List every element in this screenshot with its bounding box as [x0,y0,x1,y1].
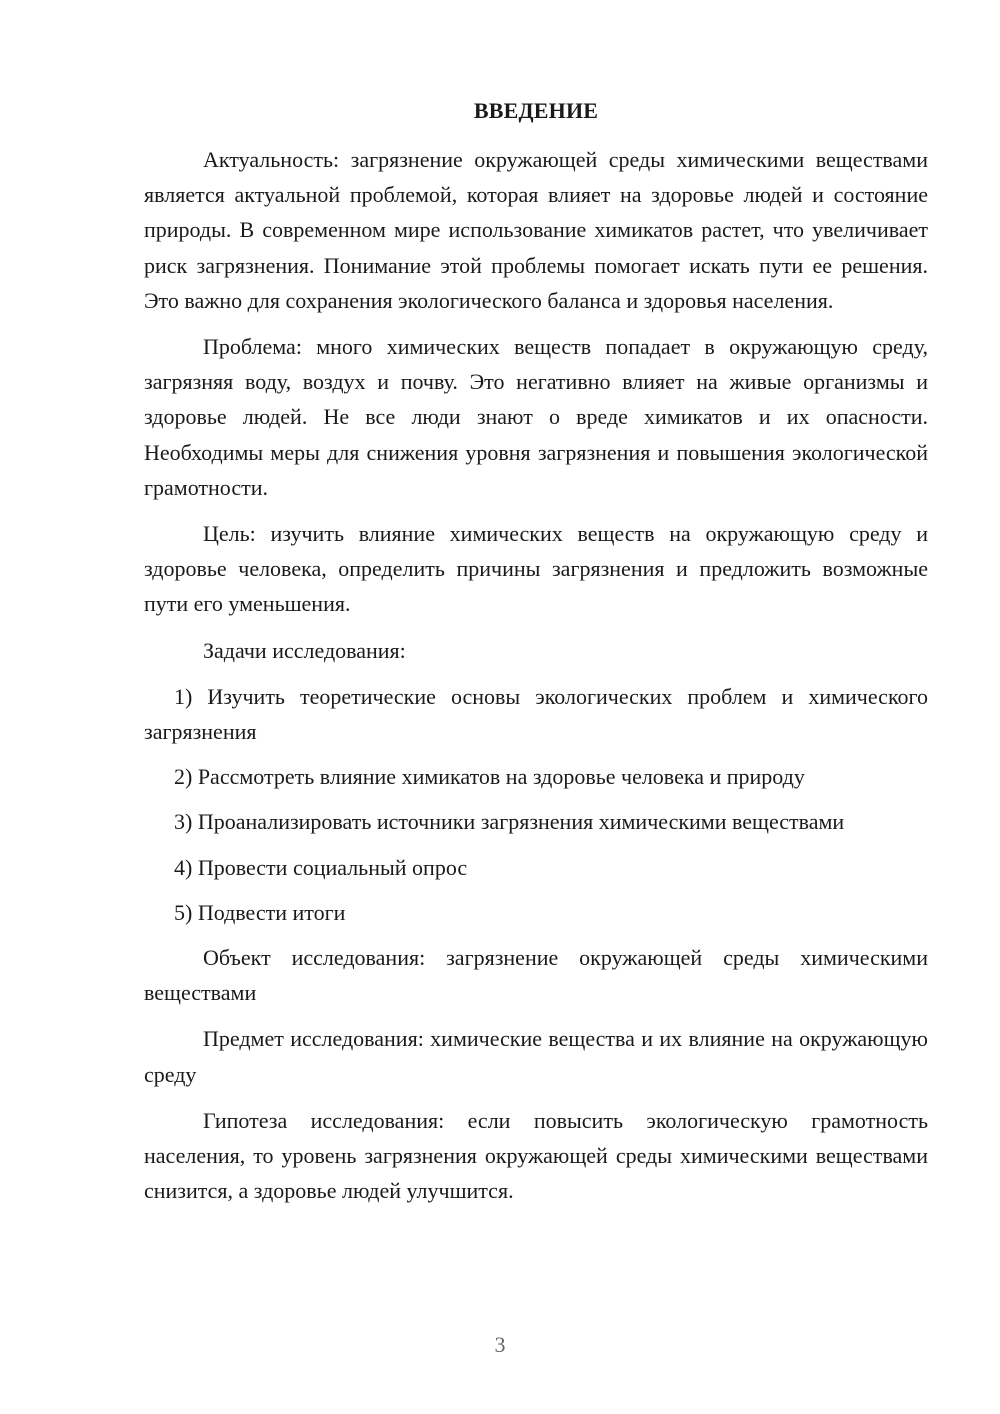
task-item-5: 5) Подвести итоги [174,899,346,925]
goal-paragraph: Цель: изучить влияние химических веществ на окружающую среду и здоровье человека, определить причины загрязнения и предложить возможные пути его уменьшения. [144,521,928,617]
document-page [144,0,928,1414]
page-number: 3 [494,1332,506,1357]
task-item-1: 1) Изучить теоретические основы экологических проблем и химического загрязнения [144,683,928,745]
task-item-2: 2) Рассмотреть влияние химикатов на здоровье человека и природу [174,764,805,790]
tasks-heading: Задачи исследования: [203,637,406,663]
relevance-paragraph: Актуальность: загрязнение окружающей среды химическими веществами является актуальной проблемой, которая влияет на здоровье людей и состояние природы. В современном мире использование химикатов растет, что увеличивает риск загрязнения. Понимание этой проблемы помогает искать пути ее решения. Это важно для сохранения экологического баланса и здоровья населения. [144,147,928,313]
subject-paragraph: Предмет исследования: химические вещества и их влияние на окружающую среду [144,1026,928,1087]
problem-paragraph: Проблема: много химических веществ попадает в окружающую среду, загрязняя воду, воздух и почву. Это негативно влияет на живые организмы и здоровье людей. Не все люди знают о вреде химикатов и их опасности. Необходимы меры для снижения уровня загрязнения и повышения экологической грамотности. [144,334,928,500]
object-paragraph: Объект исследования: загрязнение окружающей среды химическими веществами [144,945,928,1006]
hypothesis-paragraph: Гипотеза исследования: если повысить экологическую грамотность населения, то уровень загрязнения окружающей среды химическими веществами снизится, а здоровье людей улучшится. [144,1107,928,1204]
page-title: ВВЕДЕНИЕ [473,98,599,123]
task-item-4: 4) Провести социальный опрос [174,854,468,880]
document-body [144,142,928,1219]
task-item-3: 3) Проанализировать источники загрязнения химическими веществами [174,809,845,835]
